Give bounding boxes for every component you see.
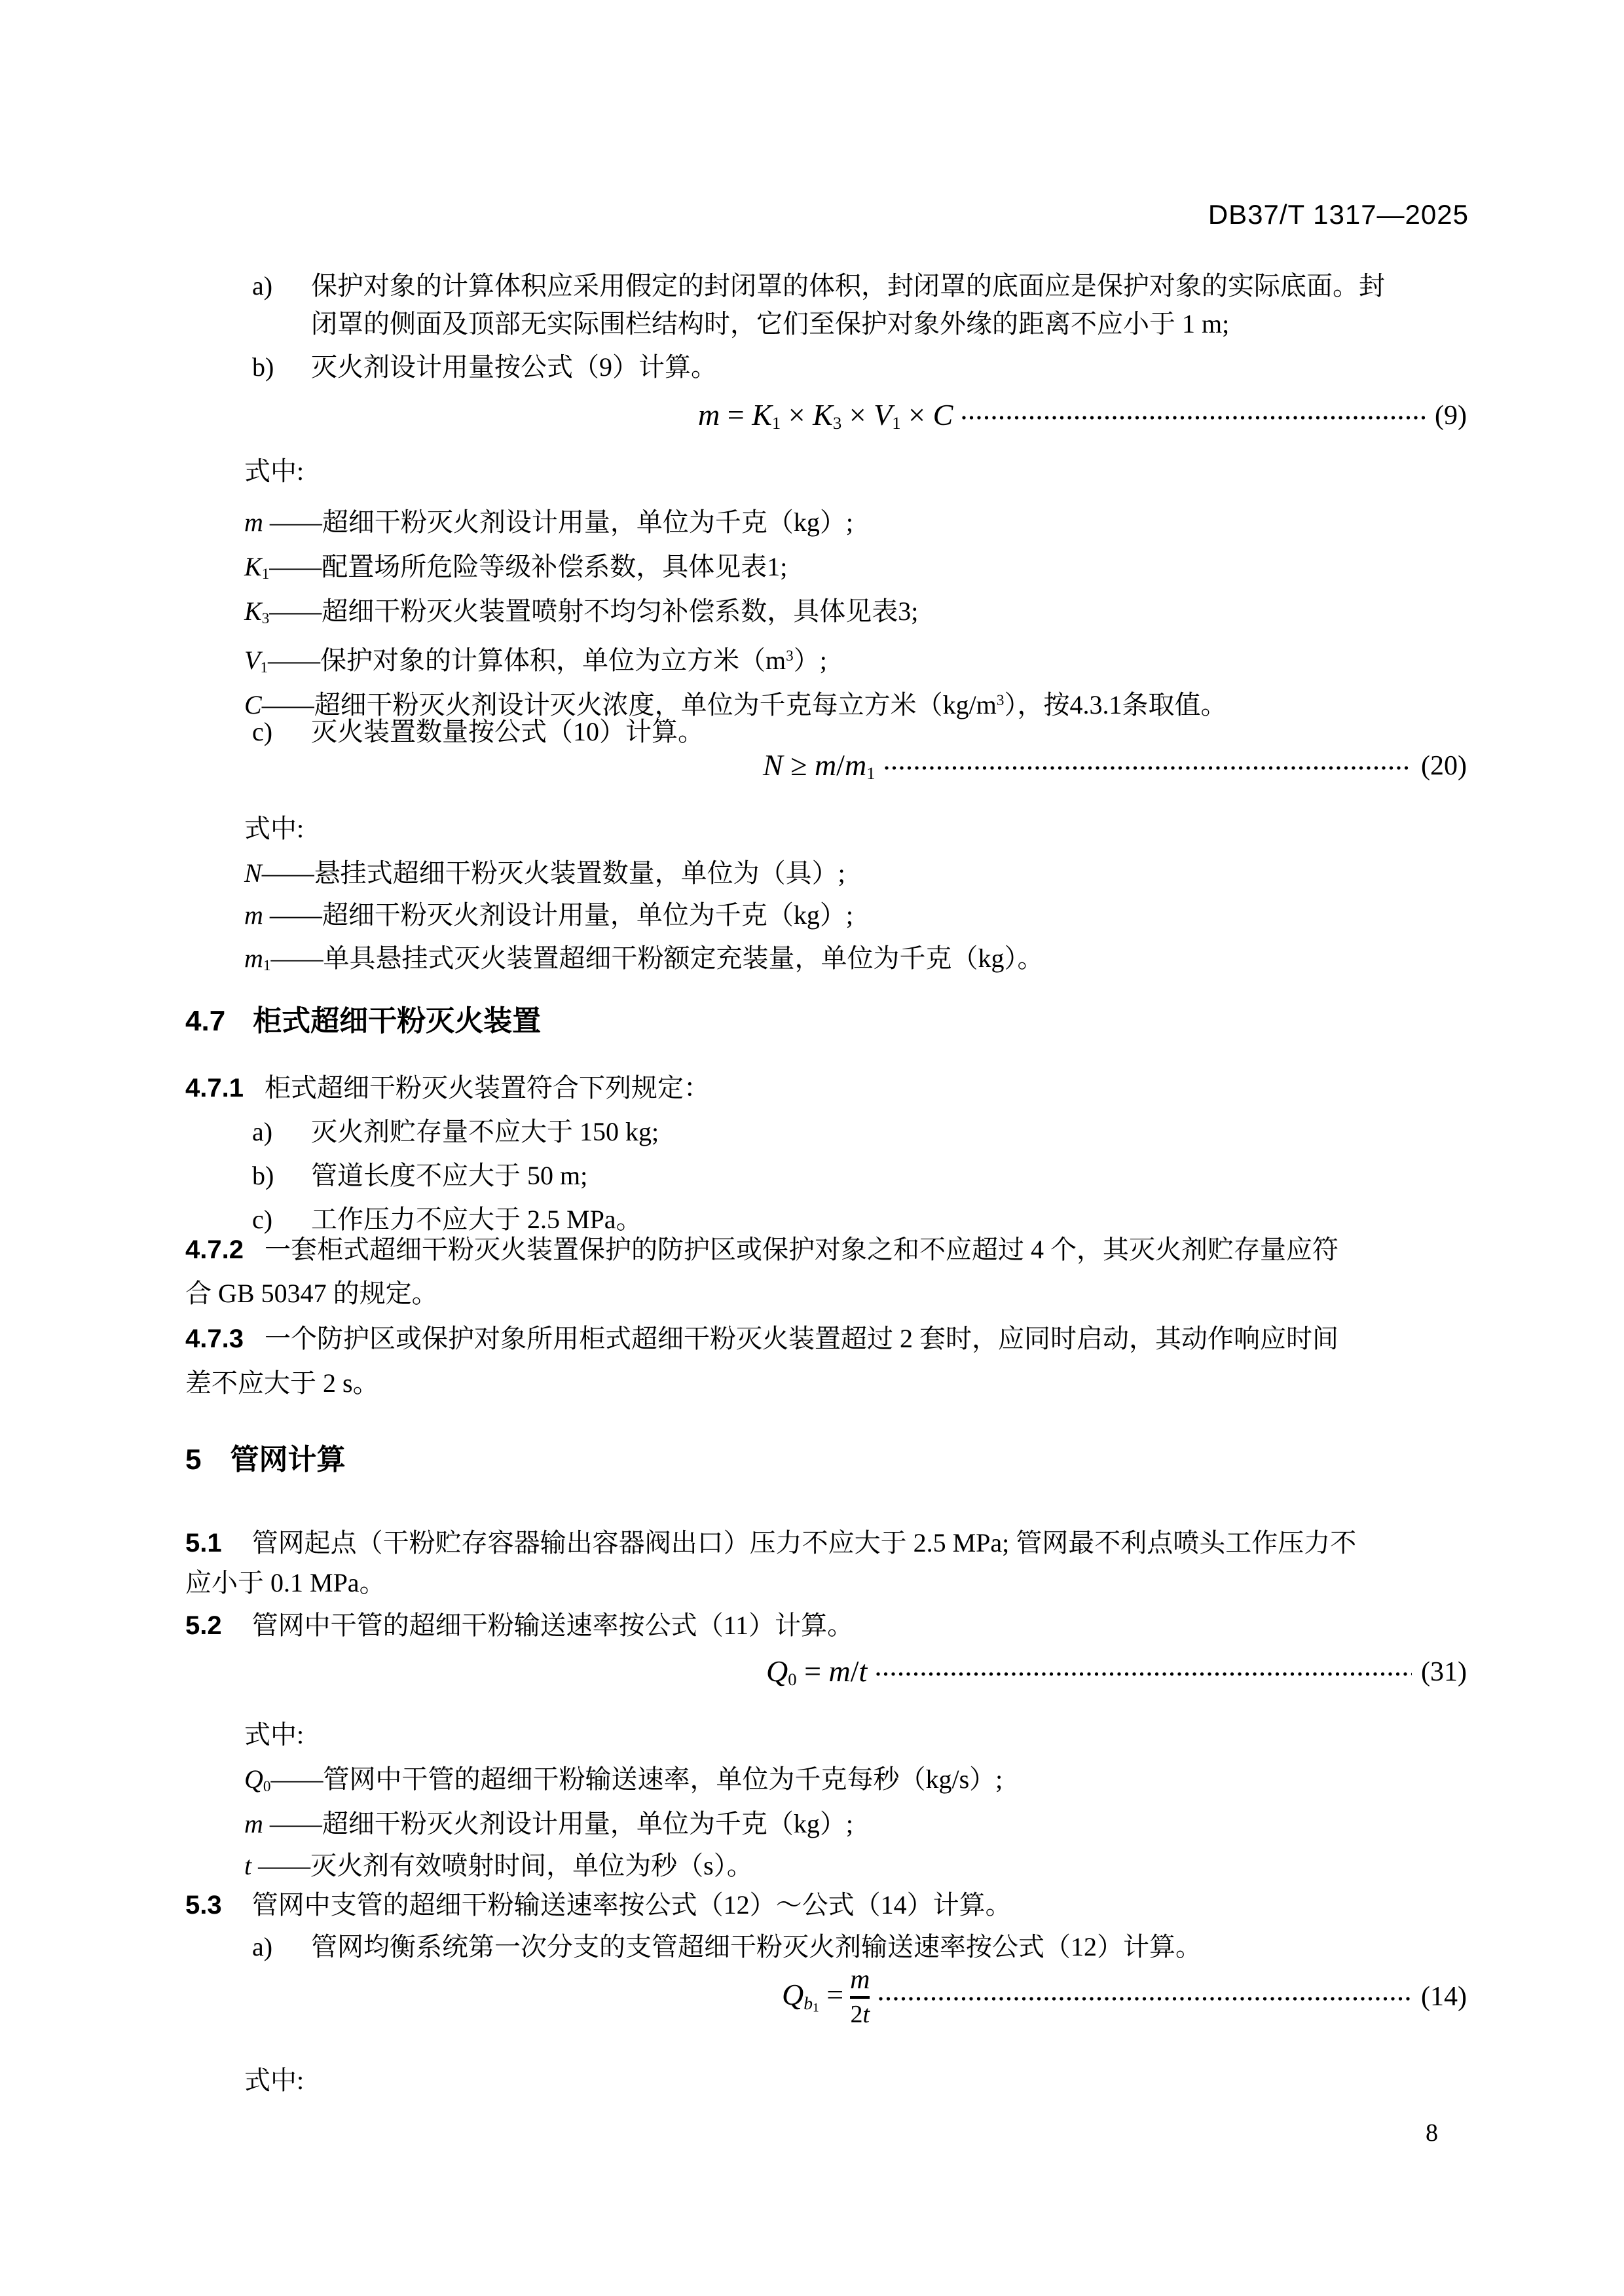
clause-4-7-3-line2: 差不应大于 2 s。 [185,1368,379,1398]
clause-4-7-3-text1: 一个防护区或保护对象所用柜式超细干粉灭火装置超过 2 套时，应同时启动，其动作响应时间 [264,1324,1338,1353]
heading-4-7-title: 柜式超细干粉灭火装置 [253,1005,542,1037]
formula-20-number: (20) [1421,751,1467,781]
heading-5-number: 5 [185,1444,202,1476]
item-471c-label: c) [252,1205,273,1234]
heading-5 [185,1439,345,1481]
heading-5-title: 管网计算 [230,1444,346,1476]
formula-20-indent [185,766,763,767]
clause-5-3-number: 5.3 [185,1891,222,1920]
symbol-def-k1: K1——配置场所危险等级补偿系数，具体见表1; [244,552,788,583]
formula-intro-1: 式中: [244,456,304,486]
clause-5-1-line1 [185,1523,1356,1563]
item-53a-label: a) [252,1932,273,1961]
item-471c-text: 工作压力不应大于 2.5 MPa。 [311,1205,642,1234]
formula-14 [185,1958,1467,2036]
formula-9-number: (9) [1435,401,1467,431]
item-471b-text: 管道长度不应大于 50 m; [311,1161,588,1190]
item-a-line2: 闭罩的侧面及顶部无实际围栏结构时，它们至保护对象外缘的距离不应小于 1 m; [311,309,1230,338]
fraction-denominator: 2t [850,2001,870,2028]
formula-31-expression: Q0 = m/t [766,1654,868,1689]
clause-5-2-number: 5.2 [185,1611,222,1640]
dotted-leader [875,1671,1412,1677]
clause-5-1-line2: 应小于 0.1 MPa。 [185,1568,386,1597]
clause-4-7-2-line2: 合 GB 50347 的规定。 [185,1279,438,1308]
clause-5-2-text: 管网中干管的超细干粉输送速率按公式（11）计算。 [251,1611,854,1640]
item-a-line1: 保护对象的计算体积应采用假定的封闭罩的体积，封闭罩的底面应是保护对象的实际底面。封 [311,271,1385,301]
formula-31-indent [185,1672,766,1673]
formula-14-lhs: $Qb_1$ = [782,1977,844,2015]
heading-4-7 [185,1000,541,1042]
formula-9-expression: m = K1 × K3 × V1 × C [698,397,953,433]
clause-5-3 [185,1886,1012,1925]
item-471a-label: a) [252,1117,273,1146]
item-53a-text: 管网均衡系统第一次分支的支管超细干粉灭火剂输送速率按公式（12）计算。 [311,1932,1202,1961]
clause-5-2 [185,1606,853,1645]
clause-5-1-number: 5.1 [185,1529,222,1558]
clause-4-7-1 [185,1068,710,1108]
clause-4-7-3-line1 [185,1319,1338,1358]
formula-intro-2: 式中: [244,814,304,843]
formula-9 [185,396,1467,435]
item-b-label: b) [252,352,274,382]
clause-4-7-3-number: 4.7.3 [185,1324,244,1353]
formula-31-number: (31) [1421,1657,1467,1687]
symbol-def-m: m ——超细干粉灭火剂设计用量，单位为千克（kg）; [244,507,854,537]
clause-5-3-text: 管网中支管的超细干粉输送速率按公式（12）～公式（14）计算。 [251,1890,1012,1920]
clause-4-7-2-line1 [185,1230,1338,1269]
formula-20-expression: N ≥ m/m1 [763,748,876,783]
symbol-def-n: N——悬挂式超细干粉灭火装置数量，单位为（具）; [244,858,845,888]
dotted-leader [961,414,1426,421]
symbol-def-m3: m ——超细干粉灭火剂设计用量，单位为千克（kg）; [244,1809,854,1838]
heading-4-7-number: 4.7 [185,1005,226,1037]
fraction-bar [850,1996,870,1999]
symbol-def-v1: V1——保护对象的计算体积，单位为立方米$(m^3)$; [244,645,827,676]
formula-intro-4: 式中: [244,2066,304,2095]
item-c-text: 灭火装置数量按公式（10）计算。 [311,717,704,746]
formula-14-fraction [850,1965,870,2029]
clause-4-7-1-text: 柜式超细干粉灭火装置符合下列规定： [264,1073,710,1102]
page-number: 8 [1426,2119,1438,2147]
symbol-def-m2: m ——超细干粉灭火剂设计用量，单位为千克（kg）; [244,900,854,930]
item-471a-text: 灭火剂贮存量不应大于 150 kg; [311,1117,659,1146]
item-b-text: 灭火剂设计用量按公式（9）计算。 [311,352,717,382]
dotted-leader [877,1995,1412,2002]
clause-4-7-2-text1: 一套柜式超细干粉灭火装置保护的防护区或保护对象之和不应超过 4 个，其灭火剂贮存量应符 [264,1235,1338,1264]
formula-31 [185,1652,1467,1692]
symbol-def-c: C——超细干粉灭火剂设计灭火浓度，单位为千克每立方米$(kg/m^3)$，按4.3.1条取值。 [244,689,1227,720]
formula-intro-3: 式中: [244,1720,304,1749]
item-a-label: a) [252,271,273,301]
symbol-def-k3: K3——超细干粉灭火装置喷射不均匀补偿系数，具体见表3; [244,596,919,628]
clause-4-7-1-number: 4.7.1 [185,1074,244,1102]
clause-5-1-text1: 管网起点（干粉贮存容器输出容器阀出口）压力不应大于 2.5 MPa; 管网最不利点喷头工作压力不 [251,1528,1357,1558]
symbol-def-t: t ——灭火剂有效喷射时间，单位为秒（s）。 [244,1851,753,1880]
symbol-def-m1: m1——单具悬挂式灭火装置超细干粉额定充装量，单位为千克（kg）。 [244,943,1044,975]
clause-4-7-2-number: 4.7.2 [185,1235,244,1264]
formula-14-number: (14) [1421,1982,1467,2012]
item-471b-label: b) [252,1161,274,1190]
fraction-numerator: m [850,1965,870,1995]
formula-20 [185,746,1467,786]
item-c-label: c) [252,717,273,746]
symbol-def-q0: Q0——管网中干管的超细干粉输送速率，单位为千克每秒（kg/s）; [244,1764,1003,1796]
doc-code-header: DB37/T 1317—2025 [1208,199,1469,230]
dotted-leader [883,765,1412,771]
